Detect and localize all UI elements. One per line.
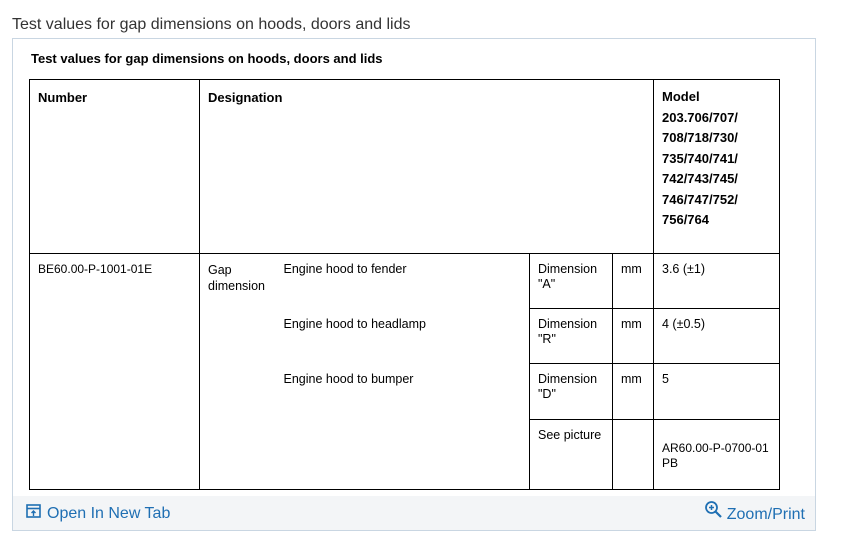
row-dimension: Dimension "A" — [530, 254, 613, 309]
header-designation: Designation — [200, 80, 654, 254]
zoom-print-link[interactable] — [704, 500, 805, 525]
row-description: Engine hood to fender — [276, 254, 530, 309]
row-unit: mm — [613, 254, 654, 309]
row-dimension: Dimension "R" — [530, 309, 613, 364]
zoom-print-label: Zoom/Print — [726, 506, 805, 523]
picture-reference: AR60.00-P-0700-01 PB — [654, 420, 780, 490]
row-unit — [613, 420, 654, 490]
gap-dimension-table — [29, 79, 780, 490]
row-value: 4 (±0.5) — [654, 309, 780, 364]
row-description: Engine hood to headlamp — [276, 309, 530, 364]
row-dimension: Dimension "D" — [530, 364, 613, 420]
zoom-in-icon — [704, 500, 724, 525]
document-title: Test values for gap dimensions on hoods, doors and lids — [31, 51, 383, 66]
table-wrapper — [29, 79, 780, 490]
page-heading: Test values for gap dimensions on hoods, doors and lids — [12, 16, 411, 33]
group-label: Gap dimension — [208, 263, 265, 293]
row-unit: mm — [613, 309, 654, 364]
open-new-tab-link[interactable] — [26, 504, 170, 523]
open-new-tab-icon — [26, 504, 41, 523]
row-description — [276, 420, 530, 490]
see-picture-label: See picture — [530, 420, 613, 490]
footer-bar — [13, 496, 815, 530]
row-value: 3.6 (±1) — [654, 254, 780, 309]
header-model: Model 203.706/707/ 708/718/730/ 735/740/741/ 742/743/745/ 746/747/752/ 756/764 — [654, 80, 780, 254]
row-unit: mm — [613, 364, 654, 420]
row-value: 5 — [654, 364, 780, 420]
number-value: BE60.00-P-1001-01E — [30, 254, 200, 490]
header-number: Number — [30, 80, 200, 254]
table-row — [30, 254, 780, 309]
open-new-tab-label: Open In New Tab — [47, 504, 171, 522]
row-description: Engine hood to bumper — [276, 364, 530, 420]
document-frame — [12, 38, 816, 531]
